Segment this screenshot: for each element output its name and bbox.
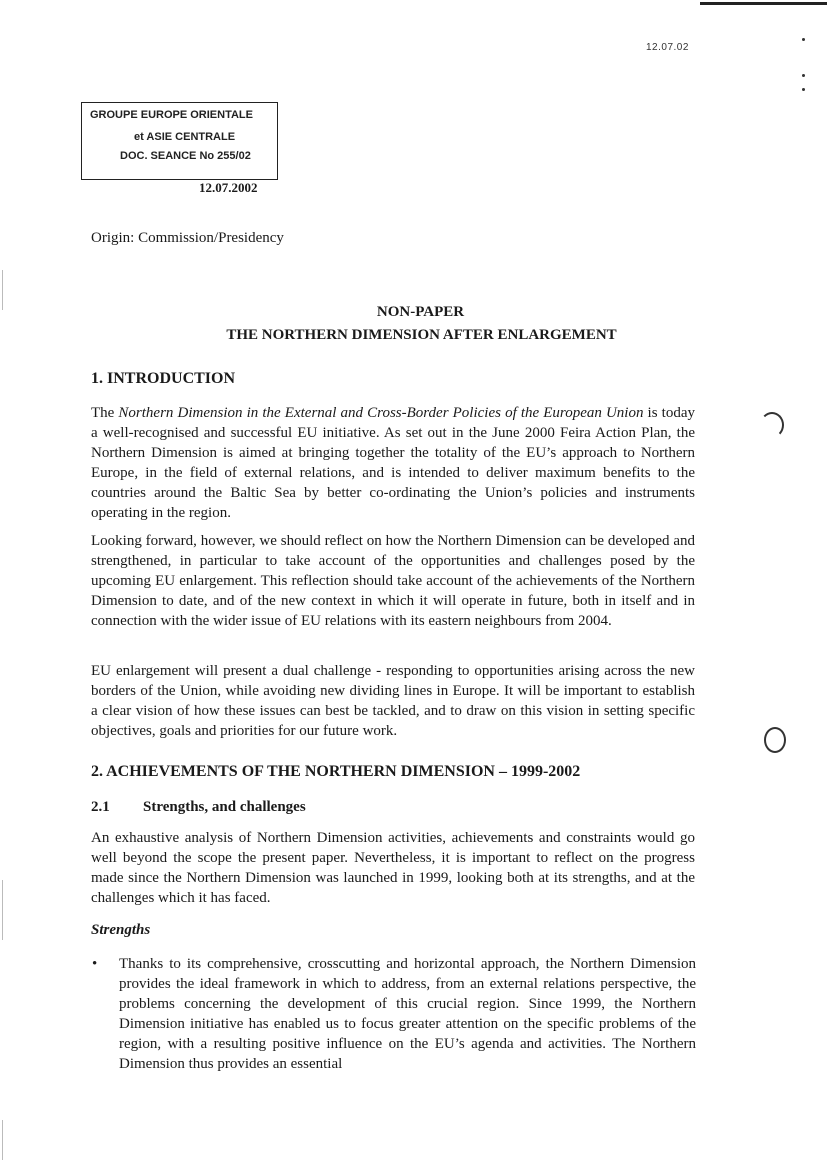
intro-p1-lead: The bbox=[91, 405, 119, 421]
bullet-marker: • bbox=[92, 956, 98, 972]
punch-hole-mark bbox=[764, 727, 786, 753]
subsection-2-1-heading bbox=[91, 799, 306, 816]
stamp-date: 12.07.2002 bbox=[199, 180, 258, 195]
section-2-heading: 2. ACHIEVEMENTS OF THE NORTHERN DIMENSION – 1999-2002 bbox=[91, 763, 581, 780]
registration-stamp bbox=[81, 102, 278, 180]
scan-speck bbox=[802, 88, 805, 91]
scan-margin-line bbox=[2, 1120, 3, 1160]
stamp-line-1: GROUPE EUROPE ORIENTALE bbox=[90, 109, 253, 121]
scan-speck bbox=[802, 74, 805, 77]
intro-paragraph-2: Looking forward, however, we should reflect on how the Northern Dimension can be developed and strengthened, in particular to take account of the opportunities and challenges posed by the upcoming EU enlargement. This reflection should take account of the achievements of the Northern Dimension to date, and of the new context in which it will operate in future, both in itself and in connection with the wider issue of EU relations with its eastern neighbours from 2004. bbox=[91, 533, 695, 629]
scan-margin-line bbox=[2, 880, 3, 940]
scan-margin-line bbox=[2, 270, 3, 310]
subsection-title: Strengths, and challenges bbox=[143, 799, 306, 815]
intro-paragraph-3: EU enlargement will present a dual challenge - responding to opportunities arising across the new borders of the Union, while avoiding new dividing lines in Europe. It will be important to establish a clear vision of how these issues can best be tackled, and to draw on this vision in setting specific objectives, goals and priorities for our future work. bbox=[91, 663, 695, 739]
stamp-line-3: DOC. SEANCE No 255/02 bbox=[120, 150, 251, 162]
scan-speck bbox=[802, 38, 805, 41]
intro-p1-italic: Northern Dimension in the External and Cross-Border Policies of the European Union bbox=[118, 405, 644, 421]
punch-hole-mark bbox=[760, 412, 784, 438]
document-title-line-2: THE NORTHERN DIMENSION AFTER ENLARGEMENT bbox=[226, 327, 617, 343]
intro-paragraph-1 bbox=[91, 403, 695, 523]
section-1-heading: 1. INTRODUCTION bbox=[91, 370, 236, 387]
intro-p1-rest: is today a well-recognised and successful EU initiative. As set out in the June 2000 Feira Action Plan, the Northern Dimension is aimed at bringing together the totality of the EU’s approach to Northern Europe, in the field of external relations, and is intended to deliver maximum benefits to the countries around the Baltic Sea by better co-ordinating the Union’s policies and instruments operating in the region. bbox=[91, 405, 695, 521]
scan-edge-line bbox=[700, 2, 827, 5]
subsection-number: 2.1 bbox=[91, 799, 110, 815]
stamp-line-2: et ASIE CENTRALE bbox=[134, 131, 236, 143]
origin-line: Origin: Commission/Presidency bbox=[91, 230, 284, 246]
strengths-heading: Strengths bbox=[91, 922, 151, 938]
document-title-line-1: NON-PAPER bbox=[376, 304, 465, 320]
strengths-bullet-1: Thanks to its comprehensive, crosscutting and horizontal approach, the Northern Dimension provides the ideal framework in which to address, from an external relations perspective, the problems concerning the development of this crucial region. Since 1999, the Northern Dimension initiative has enabled us to focus greater attention on the specific problems of the region, with a resulting positive influence on the EU’s agenda and activities. The Northern Dimension thus provides an essential bbox=[119, 956, 696, 1072]
achievements-paragraph-1: An exhaustive analysis of Northern Dimension activities, achievements and constraints would go well beyond the scope the present paper. Nevertheless, it is important to reflect on the progress made since the Northern Dimension was launched in 1999, looking both at its strengths, and at the challenges which it has faced. bbox=[91, 830, 695, 906]
header-date: 12.07.02 bbox=[646, 42, 689, 53]
